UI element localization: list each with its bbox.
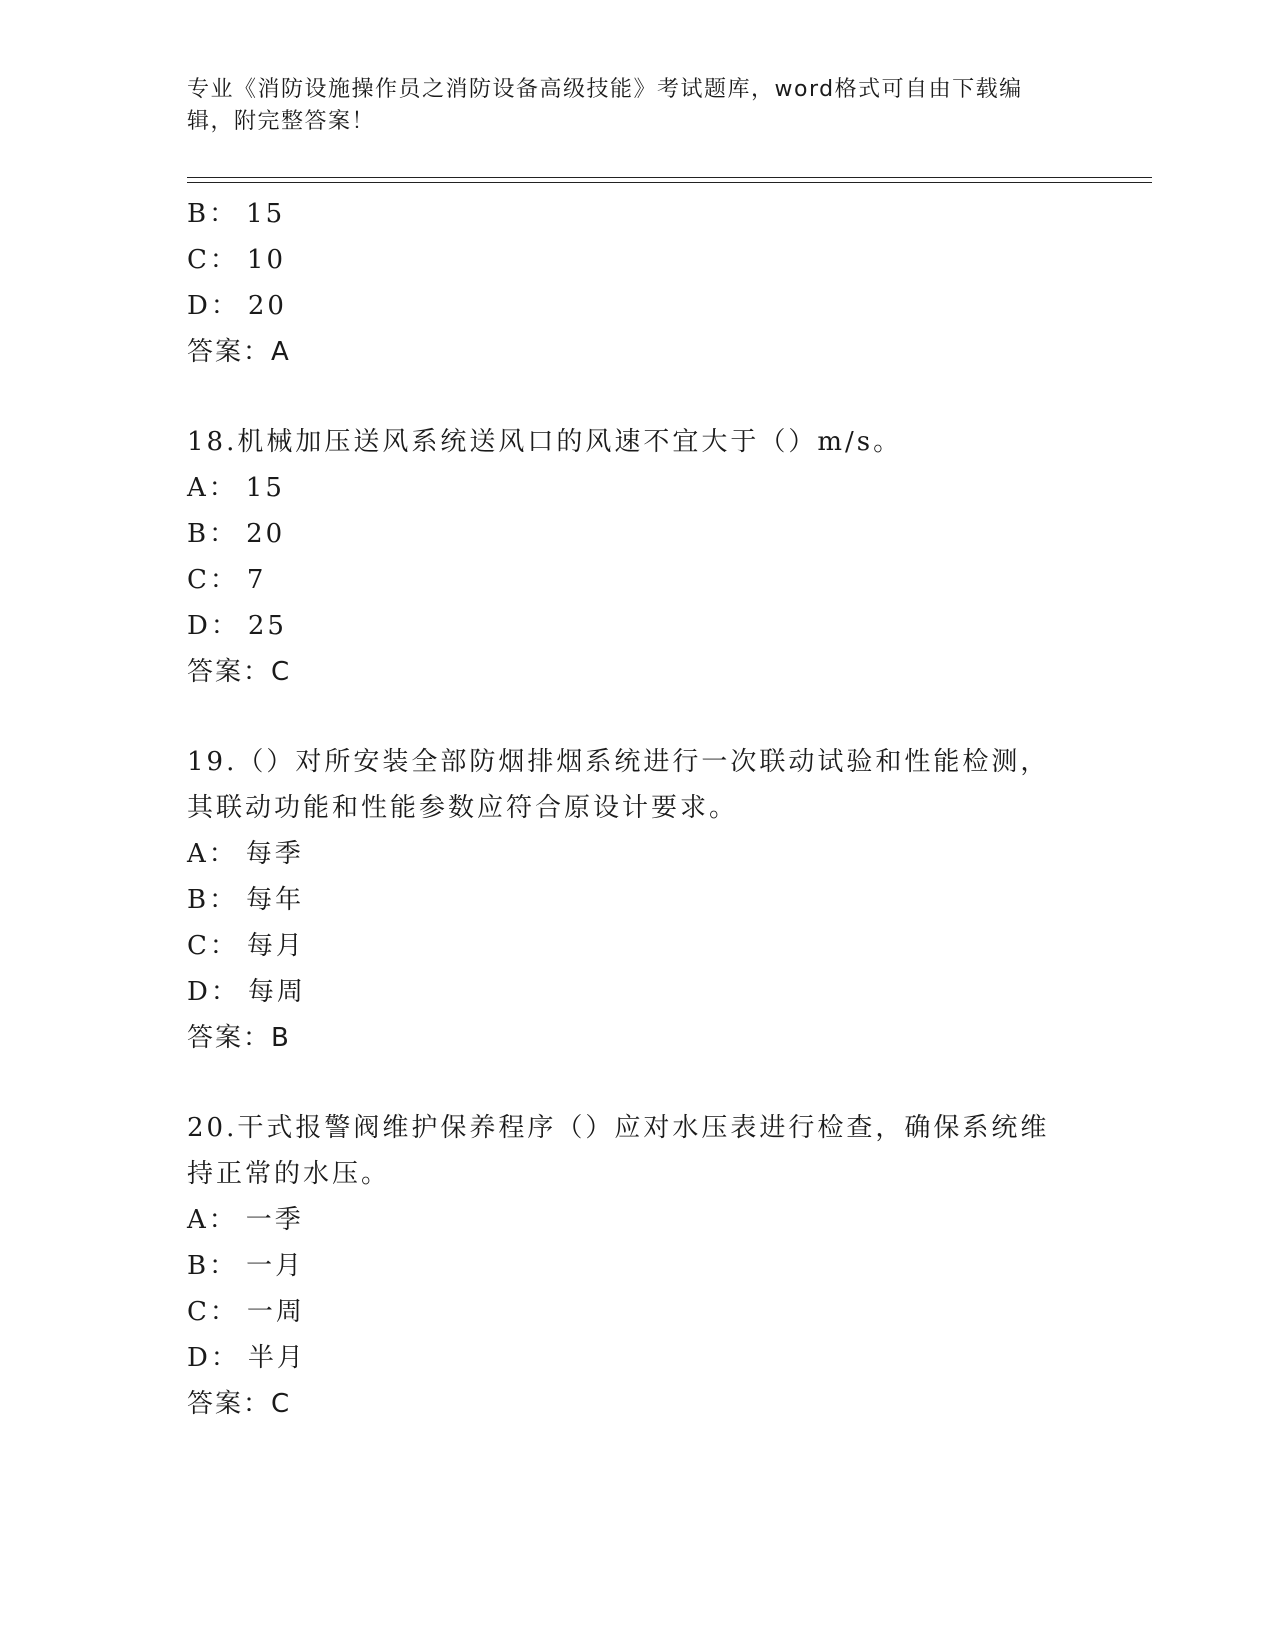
- question-text: 20.干式报警阀维护保养程序（）应对水压表进行检查，确保系统维持正常的水压。: [187, 1113, 1050, 1189]
- answer: 答案：C: [187, 1389, 292, 1419]
- answer: 答案：C: [187, 657, 292, 687]
- header-divider-bottom: [187, 182, 1152, 183]
- question-list: [187, 191, 1087, 1427]
- question-19: [187, 739, 1087, 1061]
- option-b: B： 每年: [187, 885, 305, 915]
- option-c: C： 7: [187, 565, 267, 595]
- option-d: D： 半月: [187, 1343, 306, 1373]
- header-divider-top: [187, 177, 1152, 178]
- option-b: B： 一月: [187, 1251, 305, 1281]
- option-b: B： 20: [187, 519, 286, 549]
- option-a: A： 一季: [187, 1205, 304, 1235]
- document-header: 专业《消防设施操作员之消防设备高级技能》考试题库，word格式可自由下载编辑，附完整答案！: [187, 77, 1023, 134]
- option-b: B： 15: [187, 199, 286, 229]
- question-18: [187, 419, 1087, 695]
- option-d: D： 每周: [187, 977, 306, 1007]
- option-c: C： 10: [187, 245, 286, 275]
- option-c: C： 每月: [187, 931, 305, 961]
- option-a: A： 每季: [187, 839, 304, 869]
- answer: 答案：B: [187, 1023, 291, 1053]
- option-c: C： 一周: [187, 1297, 305, 1327]
- answer: 答案：A: [187, 337, 291, 367]
- question-20: [187, 1105, 1087, 1427]
- question-text: 18.机械加压送风系统送风口的风速不宜大于（）m/s。: [187, 427, 903, 457]
- option-a: A： 15: [187, 473, 285, 503]
- option-d: D： 25: [187, 611, 287, 641]
- question-text: 19.（）对所安装全部防烟排烟系统进行一次联动试验和性能检测，其联动功能和性能参数应符合原设计要求。: [187, 747, 1050, 823]
- option-d: D： 20: [187, 291, 287, 321]
- question-17-continued: [187, 191, 1087, 375]
